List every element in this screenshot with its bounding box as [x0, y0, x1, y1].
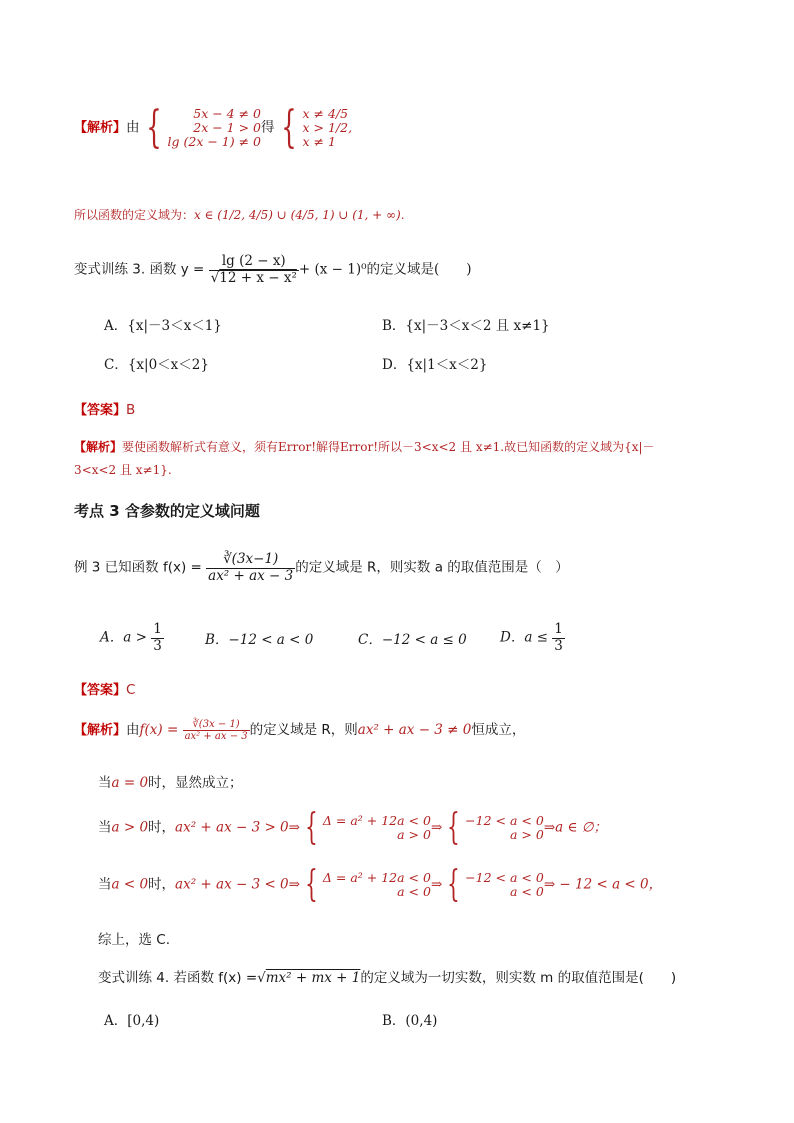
system-line: Δ = a² + 12a < 0: [322, 813, 431, 828]
option-b: B．{x|－3＜x＜2 且 x≠1}: [382, 318, 550, 334]
option-a-prefix: A．a >: [100, 629, 147, 646]
domain-text: 所以函数的定义域为：: [74, 208, 195, 222]
exercise-3-question: [74, 254, 472, 286]
explanation-line: 要使函数解析式有意义，须有Error!解得Error!所以－3<x<2 且 x≠1.故已知函数的定义域为{x|－: [122, 440, 655, 454]
case-3-system-1: [323, 871, 431, 899]
exercise-4-tail: 的定义域为一切实数，则实数 m 的取值范围是( ): [360, 970, 677, 986]
option-a: A．{x|－3＜x＜1}: [104, 318, 222, 334]
condition: ax² + ax − 3 ≠ 0: [357, 722, 472, 738]
left-brace: {: [447, 807, 461, 848]
left-brace: {: [305, 807, 318, 848]
system-1-line: lg (2x − 1) ≠ 0: [167, 134, 261, 149]
answer-value: B: [126, 402, 136, 418]
fraction-denominator: √12 + x − x²: [210, 269, 297, 286]
case-text: 当: [98, 775, 112, 791]
case-2-system-2: [465, 814, 544, 842]
example-3-tail: 的定义域是 R，则实数 a 的取值范围是（ ）: [295, 559, 569, 576]
case-2: [98, 807, 608, 848]
exercise-4-option-b: B．(0,4): [382, 1013, 438, 1029]
explanation-tag: 【解析】: [74, 440, 123, 454]
example-3-fraction: [206, 552, 295, 584]
case-inequality: ax² + ax − 3 > 0⇒: [175, 819, 300, 836]
exercise-3-label: 变式训练 3. 函数 y =: [74, 261, 205, 278]
system-1-line: 2x − 1 > 0: [193, 120, 261, 135]
answer-tag: 【答案】: [74, 403, 127, 418]
system-line: −12 < a < 0: [465, 870, 544, 885]
case-text: 时，: [148, 876, 176, 893]
case-1: [98, 771, 243, 791]
system-2-line: x > 1/2,: [302, 120, 353, 135]
section-heading: 考点 3 含参数的定义域问题: [74, 502, 260, 520]
system-line: −12 < a < 0: [465, 813, 544, 828]
case-inequality: ax² + ax − 3 < 0⇒: [175, 876, 300, 893]
analysis-tag: 【解析】: [74, 120, 127, 136]
answer-value: C: [126, 682, 136, 698]
example-option-c: C．−12 < a ≤ 0: [358, 632, 467, 648]
exercise-3-tail: + (x − 1)⁰的定义域是( ): [298, 261, 472, 278]
system-line: Δ = a² + 12a < 0: [322, 870, 431, 885]
case-2-system-1: [323, 814, 431, 842]
case-text: 当: [98, 876, 112, 893]
explanation-fraction: [183, 719, 250, 743]
explanation-tag: 【解析】: [74, 723, 127, 738]
case-text: 时，显然成立；: [148, 775, 243, 791]
explanation-text: 恒成立，: [471, 722, 526, 738]
fraction-numerator: lg (2 − x): [209, 254, 299, 271]
option-d: D．{x|1＜x＜2}: [382, 357, 488, 373]
system-line: a > 0: [509, 827, 544, 842]
option-d-prefix: D．a ≤: [500, 629, 548, 646]
text-you: 由: [126, 722, 140, 738]
case-3: [98, 864, 663, 905]
text-de: 得: [261, 119, 275, 136]
example-3-label: 例 3 已知函数 f(x) =: [74, 559, 202, 576]
explanation-line: 3<x<2 且 x≠1}.: [74, 463, 172, 477]
case-result: ⇒ − 12 < a < 0，: [543, 876, 663, 893]
domain-expression: x ∈ (1/2, 4/5) ∪ (4/5, 1) ∪ (1, + ∞).: [194, 208, 405, 222]
radicand: mx² + mx + 1: [265, 970, 361, 986]
example-3-question: [74, 552, 569, 584]
text-you: 由: [126, 119, 140, 136]
option-a-fraction: [151, 622, 164, 654]
case-text: 当: [98, 819, 112, 836]
system-2-line: x ≠ 4/5: [302, 106, 349, 121]
arrow: ⇒: [430, 819, 443, 836]
explanation-1: [74, 438, 655, 455]
system-line: a > 0: [397, 827, 431, 842]
exercise-4-option-a: A．[0,4): [104, 1013, 160, 1029]
system-2-line: x ≠ 1: [302, 134, 336, 149]
exercise-4-label: 变式训练 4. 若函数 f(x) =: [98, 970, 258, 986]
case-condition: a > 0: [111, 819, 149, 836]
option-c: C．{x|0＜x＜2}: [104, 357, 209, 373]
case-3-system-2: [465, 871, 544, 899]
fraction-numerator: 1: [554, 621, 563, 637]
domain-line: [74, 206, 405, 223]
answer-tag: 【答案】: [74, 683, 127, 698]
case-text: 时，: [148, 819, 176, 836]
left-brace: {: [447, 864, 461, 905]
left-brace: {: [305, 864, 318, 905]
left-brace: {: [145, 102, 162, 153]
explanation-text: 的定义域是 R，则: [249, 722, 358, 738]
system-1: [168, 107, 261, 149]
fraction-denominator: ax² + ax − 3: [208, 567, 294, 584]
analysis-block-1: [74, 102, 353, 153]
left-brace: {: [280, 102, 297, 153]
option-d-fraction: [552, 622, 565, 654]
exercise-3-fraction: [209, 254, 299, 286]
fraction-numerator: ∛(3x−1): [206, 552, 295, 569]
case-condition: a = 0: [111, 775, 149, 791]
example-option-d: [500, 622, 565, 654]
answer-line-2: [74, 679, 135, 698]
example-option-a: [100, 622, 164, 654]
function-label: f(x) =: [139, 722, 179, 738]
fraction-denominator: ax² + ax − 3: [184, 731, 248, 742]
system-line: a < 0: [397, 884, 431, 899]
sqrt-expression: √mx² + mx + 1: [257, 970, 361, 986]
fraction-denominator: 3: [554, 637, 563, 654]
fraction-numerator: 1: [153, 621, 162, 637]
answer-line-1: [74, 399, 135, 418]
case-condition: a < 0: [111, 876, 149, 893]
system-line: a < 0: [509, 884, 544, 899]
explanation-2: [74, 718, 525, 743]
system-2: [303, 107, 353, 149]
fraction-numerator: ∛(3x − 1): [183, 719, 250, 732]
case-result: ⇒a ∈ ∅；: [543, 819, 608, 836]
arrow: ⇒: [430, 876, 443, 893]
exercise-4-question: [98, 966, 676, 986]
example-option-b: B．−12 < a < 0: [205, 632, 314, 648]
summary: 综上，选 C.: [98, 932, 171, 948]
fraction-denominator: 3: [153, 637, 162, 654]
system-1-line: 5x − 4 ≠ 0: [193, 106, 261, 121]
